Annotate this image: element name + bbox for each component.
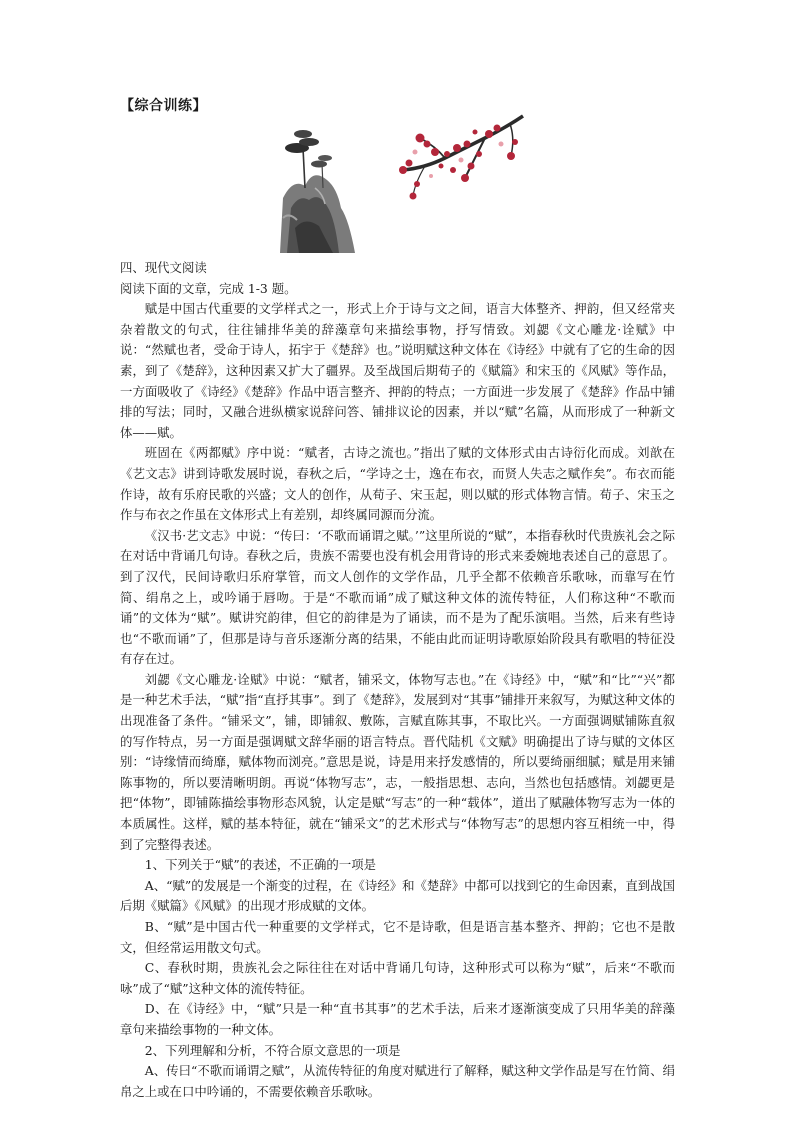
article-paragraph: 班固在《两都赋》序中说：“赋者，古诗之流也。”指出了赋的文体形式由古诗衍化而成。刘歆在《艺文志》讲到诗歌发展时说，春秋之后，“学诗之士，逸在布衣，而贤人失志之赋作矣”。布衣而能作诗，故有乐府民歌的兴盛；文人的创作，从荀子、宋玉起，则以赋的形式体物言情。荀子、宋玉之作与布衣之作虽在文体形式上有差别，却终属同源而分流。 xyxy=(120,445,675,523)
section-title: 四、现代文阅读 xyxy=(120,260,207,275)
question-option: A、“赋”的发展是一个渐变的过程，在《诗经》和《楚辞》中都可以找到它的生命因素，直到战国后期《赋篇》《风赋》的出现才形成赋的文体。 xyxy=(120,877,675,914)
ink-painting-illustration xyxy=(275,108,525,253)
article-paragraph: 《汉书·艺文志》中说：“传曰：‘不歌而诵谓之赋。’”这里所说的“赋”，本指春秋时代贵族礼会之际在对话中背诵几句诗。春秋之后，贵族不需要也没有机会用背诗的形式来委婉地表述自己的意思了。到了汉代，民间诗歌归乐府掌管，而文人创作的文学作品，几乎全都不依赖音乐歌咏，而靠写在竹简、绢帛之上，或吟诵于唇吻。于是“不歌而诵”成了赋这种文体的流传特征，人们称这种“不歌而诵”的文体为“赋”。赋讲究韵律，但它的韵律是为了诵读，而不是为了配乐演唱。当然，后来有些诗也“不歌而诵”了，但那是诗与音乐逐渐分离的结果，不能由此而证明诗歌原始阶段具有歌唱的特征没有存在过。 xyxy=(120,527,675,667)
article-paragraph: 赋是中国古代重要的文学样式之一，形式上介于诗与文之间，语言大体整齐、押韵，但又经常夹杂着散文的句式，往往铺排华美的辞藻章句来描绘事物，抒写情致。刘勰《文心雕龙·诠赋》中说：“然赋也者，受命于诗人，拓宇于《楚辞》也。”说明赋这种文体在《诗经》中就有了它的生命的因素，到了《楚辞》，这种因素又扩大了疆界。及至战国后期荀子的《赋篇》和宋玉的《风赋》等作品，一方面吸收了《诗经》《楚辞》作品中语言整齐、押韵的特点；一方面进一步发展了《楚辞》作品中铺排的写法；同时，又融合进纵横家说辞问答、铺排议论的因素，并以“赋”名篇，从而形成了一种新文体——赋。 xyxy=(120,301,675,440)
reading-instruction: 阅读下面的文章，完成 1-3 题。 xyxy=(120,280,297,296)
question-option: C、春秋时期，贵族礼会之际往往在对话中背诵几句诗，这种形式可以称为“赋”，后来“不歌而咏”成了“赋”这种文体的流传特征。 xyxy=(120,960,675,996)
plum-blossom-branch xyxy=(399,116,523,200)
question-option: A、传曰“不歌而诵谓之赋”，从流传特征的角度对赋进行了解释，赋这种文学作品是写在竹简、绢帛之上或在口中吟诵的，不需要依赖音乐歌咏。 xyxy=(120,1063,675,1099)
article-paragraph: 刘勰《文心雕龙·诠赋》中说：“赋者，铺采文，体物写志也。”在《诗经》中，“赋”和“比”“兴”都是一种艺术手法，“赋”指“直抒其事”。到了《楚辞》，发展到对“其事”铺排开来叙写，为赋这种文体的出现准备了条件。“铺采文”，铺，即铺叙、敷陈，言赋直陈其事，不取比兴。一方面强调赋铺陈直叙的写作特点，另一方面是强调赋文辞华丽的语言特点。晋代陆机《文赋》明确提出了诗与赋的文体区别：“诗缘情而绮靡，赋体物而浏亮。”意思是说，诗是用来抒发感情的，所以要绮丽细腻；赋是用来铺陈事物的，所以要清晰明朗。再说“体物写志”，志，一般指思想、志向，当然也包括感情。刘勰更是把“体物”，即铺陈描绘事物形态风貌，认定是赋“写志”的一种“载体”，道出了赋融体物写志为一体的本质属性。这样，赋的基本特征，就在“铺采文”的艺术形式与“体物写志”的思想内容互相统一中，得到了完整得表述。 xyxy=(120,671,675,852)
article-body xyxy=(120,258,675,1102)
mountain-rock xyxy=(280,175,355,253)
question-option: D、在《诗经》中，“赋”只是一种“直书其事”的艺术手法，后来才逐渐演变成了只用华美的辞藻章句来描绘事物的一种文体。 xyxy=(120,1001,675,1037)
question-stem: 1、下列关于“赋”的表述，不正确的一项是 xyxy=(144,857,376,873)
question-option: B、“赋”是中国古代一种重要的文学样式，它不是诗歌，但是语言基本整齐、押韵；它也不是散文，但经常运用散文句式。 xyxy=(120,919,675,955)
question-stem: 2、下列理解和分析，不符合原文意思的一项是 xyxy=(144,1042,401,1058)
section-heading: 【综合训练】 xyxy=(120,98,207,114)
